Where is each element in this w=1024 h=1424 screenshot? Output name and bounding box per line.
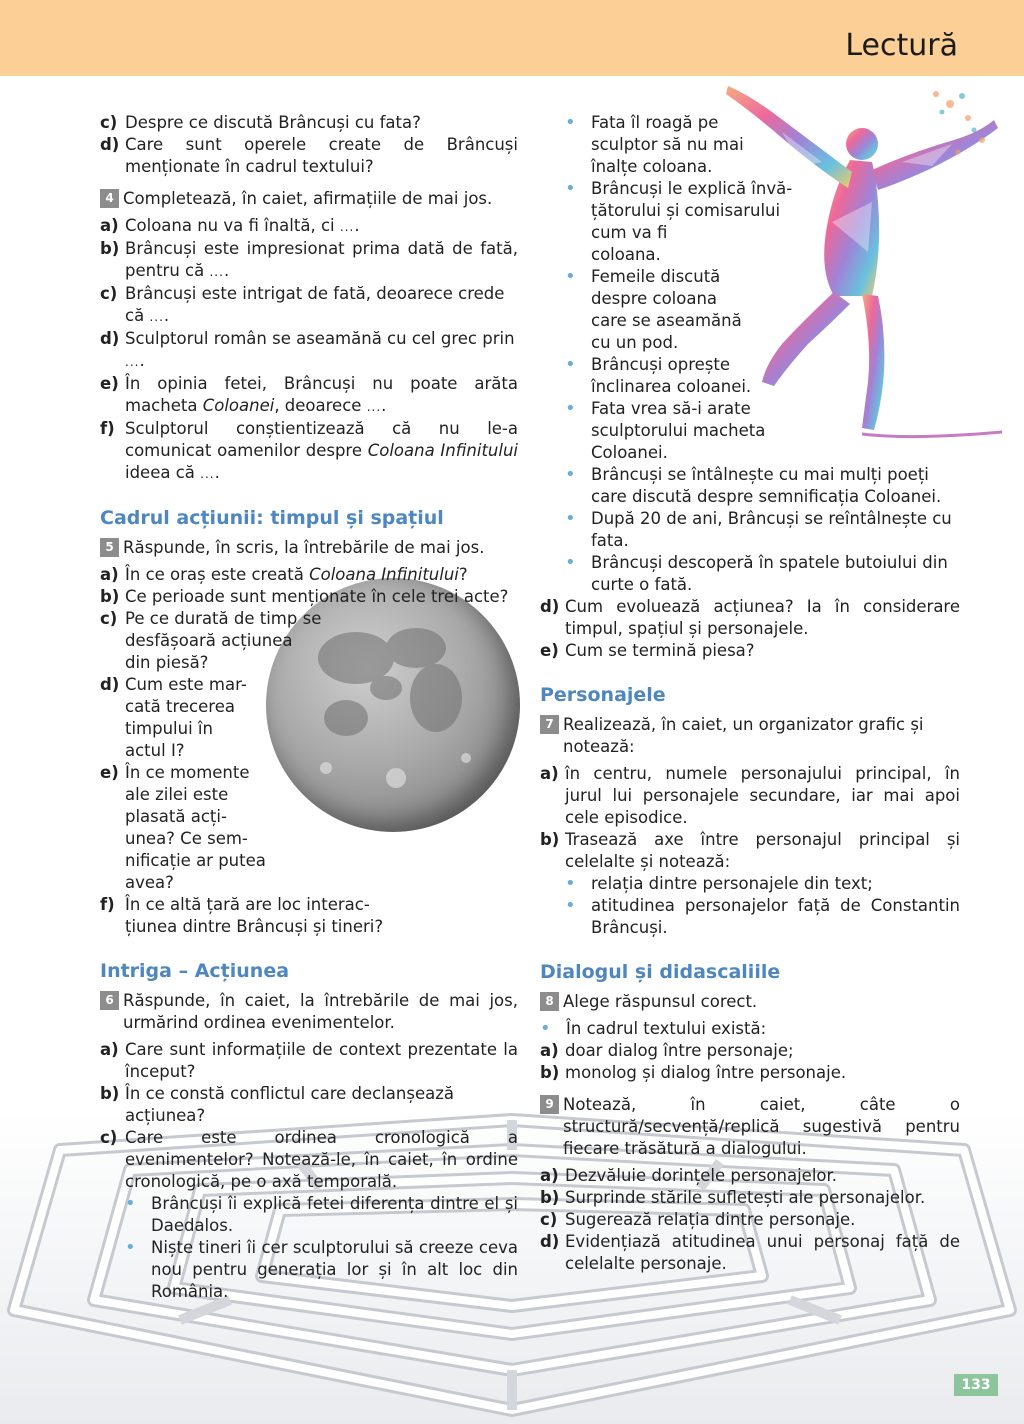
exercise-4 [100, 188, 518, 210]
left-column [100, 112, 518, 1303]
ex9-item-b: b) Surprinde stările sufletești ale personajelor. [540, 1188, 926, 1207]
ex8-item-b: b) monolog și dialog între personaje. [540, 1063, 847, 1082]
section-heading-timp: Cadrul acțiunii: timpul și spațiul [100, 507, 444, 529]
exercise-instruction: Răspunde, în caiet, la întrebările de mai jos, urmărind ordinea evenimentelor. [123, 991, 518, 1032]
section-heading-personaje: Personajele [540, 684, 666, 706]
ex5-item-e: e) În ce momente ale zilei este plasată acți- unea? Ce sem- nificație ar putea avea? [100, 763, 266, 892]
page-number: 133 [954, 1374, 998, 1396]
event-bullet: • Fata îl roagă pe sculptor să nu mai înalțe coloana. [565, 112, 744, 176]
ex4-item-e: e) În opinia fetei, Brâncuși nu poate arăta macheta Coloanei, deoarece .... [100, 374, 518, 415]
exercise-5 [100, 537, 518, 559]
event-bullet: • Brâncuși le explică învă- țătorului și comisarului cum va fi coloana. [565, 178, 793, 264]
exercise-9 [540, 1094, 960, 1160]
exercise-instruction: Completează, în caiet, afirmațiile de mai jos. [123, 189, 493, 208]
ex4-item-d: d) Sculptorul român se aseamănă cu cel grec prin .... [100, 329, 515, 370]
ex7-item-a: a) în centru, numele personajului principal, în jurul lui personajele secundare, iar mai apoi cele episodice. [540, 764, 960, 827]
ex6-item-c: c) Care este ordinea cronologică a evenimentelor? Notează-le, în caiet, în ordine cronologică, pe o axă temporală. [100, 1128, 518, 1191]
ex7-bullet: • atitudinea personajelor față de Constantin Brâncuși. [565, 895, 960, 937]
event-bullet: • Brâncuși descoperă în spatele butoiului din curte o fată. [565, 552, 948, 594]
exercise-number: 4 [100, 189, 119, 208]
section-heading-dialog: Dialogul și didascaliile [540, 961, 781, 983]
ex6-item-e: e) Cum se termină piesa? [540, 641, 755, 660]
header-title: Lectură [845, 28, 958, 63]
ex9-item-a: a) Dezvăluie dorințele personajelor. [540, 1166, 838, 1185]
ex9-item-d: d) Evidențiază atitudinea unui personaj față de celelalte personaje. [540, 1232, 960, 1273]
exercise-instruction: Notează, în caiet, câte o structură/secvență/replică sugestivă pentru fiecare trăsătură a dialogului. [563, 1095, 960, 1158]
ex6-bullet: • Brâncuși îi explică fetei diferența dintre el și Daedalos. [125, 1193, 518, 1235]
q3-item-c: c) Despre ce discută Brâncuși cu fata? [100, 113, 421, 132]
q3-item-d: d) Care sunt operele create de Brâncuși menționate în cadrul textului? [100, 135, 518, 176]
exercise-instruction: Alege răspunsul corect. [563, 992, 758, 1011]
exercise-6 [100, 990, 518, 1034]
event-bullet: • Brâncuși se întâlnește cu mai mulți poeți care discută despre semnificația Coloanei. [565, 464, 942, 506]
right-column [540, 112, 960, 1275]
ex4-item-a: a) Coloana nu va fi înaltă, ci .... [100, 216, 360, 235]
ex8-item-a: a) doar dialog între personaje; [540, 1041, 794, 1060]
exercise-7 [540, 714, 960, 758]
event-bullet: • Fata vrea să-i arate sculptorului macheta Coloanei. [565, 398, 766, 462]
ex9-item-c: c) Sugerează relația dintre personaje. [540, 1210, 856, 1229]
ex5-item-d: d) Cum este mar- cată trecerea timpului în actul I? [100, 675, 247, 760]
ex6-item-d: d) Cum evoluează acțiunea? Ia în considerare timpul, spațiul și personajele. [540, 597, 960, 638]
ex6-bullet: • Niște tineri îi cer sculptorului să creeze ceva nou pentru generația lor și în alt loc din România. [125, 1237, 518, 1301]
ex5-item-f: f) În ce altă țară are loc interac- țiunea dintre Brâncuși și tineri? [100, 895, 384, 936]
page-header [0, 0, 1024, 76]
ex8-bullet: • În cadrul textului există: [540, 1018, 767, 1039]
ex6-item-a: a) Care sunt informațiile de context prezentate la început? [100, 1040, 518, 1081]
event-bullet: • Brâncuși oprește înclinarea coloanei. [565, 354, 752, 396]
exercise-number: 5 [100, 538, 119, 557]
exercise-number: 7 [540, 715, 559, 734]
exercise-number: 6 [100, 991, 119, 1010]
ex4-item-f: f) Sculptorul conștientizează că nu le-a comunicat oamenilor despre Coloana Infinitului ideea că .... [100, 419, 518, 482]
ex7-bullet: • relația dintre personajele din text; [565, 873, 873, 894]
ex5-item-c: c) Pe ce durată de timp se desfășoară acțiunea din piesă? [100, 609, 322, 672]
exercise-number: 8 [540, 992, 559, 1011]
exercise-instruction: Realizează, în caiet, un organizator grafic și notează: [563, 715, 924, 756]
ex5-item-a: a) În ce oraș este creată Coloana Infinitului? [100, 565, 468, 584]
ex4-item-c: c) Brâncuși este intrigat de fată, deoarece crede că .... [100, 284, 505, 325]
exercise-8 [540, 991, 960, 1013]
exercise-number: 9 [540, 1095, 559, 1114]
event-bullet: • După 20 de ani, Brâncuși se reîntâlnește cu fata. [565, 508, 952, 550]
ex6-item-b: b) În ce constă conflictul care declanșează acțiunea? [100, 1084, 454, 1125]
event-bullet: • Femeile discută despre coloana care se aseamănă cu un pod. [565, 266, 742, 352]
ex4-item-b: b) Brâncuși este impresionat prima dată de fată, pentru că .... [100, 239, 518, 280]
exercise-instruction: Răspunde, în scris, la întrebările de mai jos. [123, 538, 485, 557]
section-heading-intriga: Intriga – Acțiunea [100, 960, 290, 982]
ex5-item-b: b) Ce perioade sunt menționate în cele trei acte? [100, 587, 509, 606]
ex7-item-b: b) Trasează axe între personajul principal și celelalte și notează: [540, 830, 960, 871]
